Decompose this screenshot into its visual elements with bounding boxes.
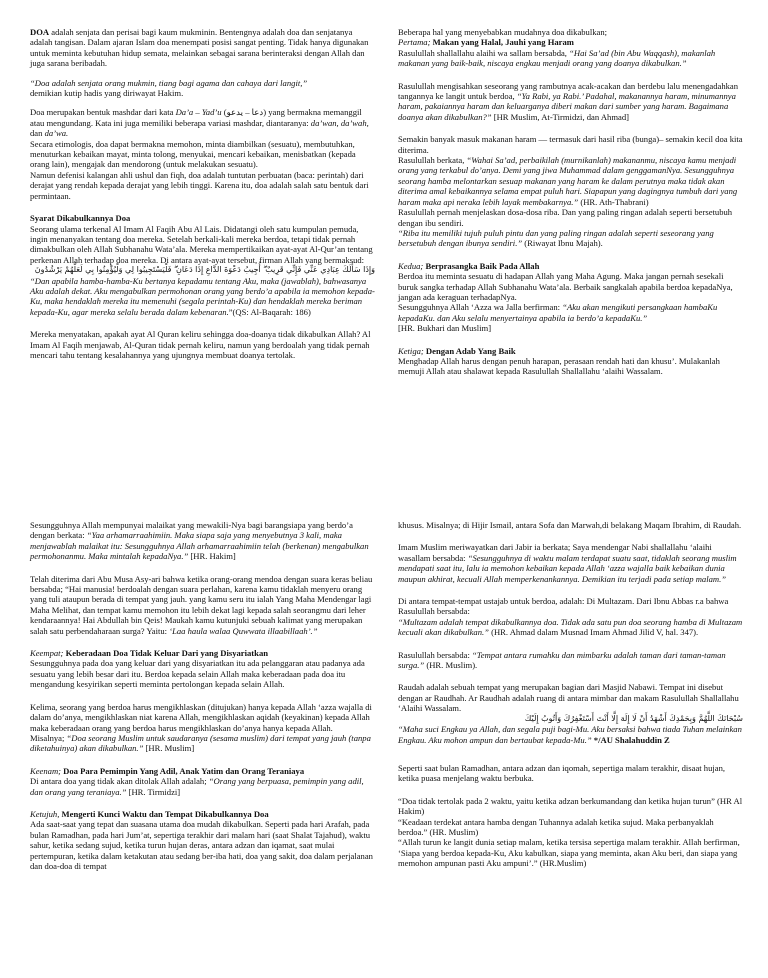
point-2-quote: “Aku akan mengikuti persangkaan hambaKu kepadaKu. dan Aku selalu menyertainya apabila ia berdo’a kepadaKu.” xyxy=(398,302,718,323)
point-1-story xyxy=(398,81,743,123)
point-1-text: Rasulullah shallallahu alaihi wa sallam bersabda, xyxy=(398,47,570,58)
point-3-heading xyxy=(398,346,743,356)
point-2-text: Sesungguhnya Allah ‘Azza wa Jalla berfirman: xyxy=(398,302,563,313)
taman-source: (HR. Muslim). xyxy=(424,660,478,671)
section-title-syarat xyxy=(30,213,375,223)
hadith-hakim: “Doa tidak tertolak pada 2 waktu, yaitu ketika adzan berkumandang dan ketika hujan turun” (HR Al Hakim) xyxy=(398,795,743,817)
riba-quote-2: “Riba itu memiliki tujuh puluh pintu dan yang paling ringan adalah seperti seseorang yang bersetubuh dengan ibunya sendiri.” xyxy=(398,227,714,249)
hakim-quote-text: “Doa adalah senjata orang mukmin, tiang bagi agama dan cahaya dari langit,” xyxy=(30,77,308,88)
point-2-source: [HR. Bukhari dan Muslim] xyxy=(398,323,492,334)
riba-explain: Rasulullah pernah menjelaskan dosa-dosa riba. Dan yang paling ringan adalah seperti bersetubuh dengan ibu sendiri. xyxy=(398,207,733,228)
ikhlas-paragraph: Kelima, seorang yang berdoa harus mengikhlaskan (ditujukan) hanya kepada Allah ‘azza wajalla di dalam do’anya, mengikhlaskan niat karena Allah, mengikhlaskan aqidah (keyakinan) kepada Allah maka keberadaan orang yang berdoa harus mengikhlaskan do’anya hanya kepada Allah. xyxy=(30,701,372,733)
point-7-heading xyxy=(30,809,375,819)
point-2-label: Kedua; xyxy=(398,260,424,271)
raudah-translation xyxy=(398,724,743,745)
hakim-quote xyxy=(30,78,375,88)
point-2-body: Berdoa itu meminta sesuatu di hadapan Allah yang Maha Agung. Maka jangan pernah sesekali buruk sangka terhadap Allah Subhanahu Wata’ala. Berbaik sangkalah apabila berdoa kepadaNya, jangan ada keraguan terhadapNya. xyxy=(398,271,733,302)
intro-text: adalah senjata dan perisai bagi kaum mukminin. Bentengnya adalah doa dan senjatanya adalah tangisan. Dalam ajaran Islam doa menempati posisi sangat penting. Tidak hanya digunakan untuk meminta kebutuhan hidup semata, melainkan sebagai sarana berinteraksi dengan Allah dan juga sarana beribadah. xyxy=(30,27,369,69)
taman-quote: “Tempat antara rumahku dan mimbarku adalah taman dari taman-taman surga.” xyxy=(398,649,726,671)
verse-source: ”(QS: Al-Baqarah: 186) xyxy=(228,306,311,317)
riba-hadith xyxy=(398,155,743,207)
top-right-column xyxy=(398,27,743,386)
point-1-heading xyxy=(398,37,743,47)
riba-text: Rasulullah berkata, xyxy=(398,155,467,166)
def-italic: Da’a – Yad’u xyxy=(175,107,222,118)
hadith-sujud: “Keadaan terdekat antara hamba dengan Tuhannya adalah ketika sujud. Maka perbanyaklah berdoa.” (HR. Muslim) xyxy=(398,816,714,837)
def-text-b: (دعا – يدعو) yang bermakna memanggil atau mengundang. Kata ini juga memiliki beberapa variasi mashdar, diantaranya: xyxy=(30,107,362,128)
raudah-arabic: سُبْحَانَكَ اللَّهُمَّ وَبِحَمْدِكَ أَشْهَدُ أَنْ لَا إِلَهَ إِلَّا أَنْتَ أَسْتَغْفِرُكَ وَأَتُوبُ إِلَيْكَ xyxy=(524,713,743,723)
def-variant-2: da’wa. xyxy=(44,128,69,139)
point-1-body xyxy=(398,48,743,69)
hadith-sepertiga-malam: “Allah turun ke langit dunia setiap malam, ketika tersisa sepertiga malam terakhir. Allah berfirman, ‘Siapa yang berdoa kepada-Ku, Aku kabulkan, siapa yang meminta, akan Aku beri, dan siapa yang memohon ampunan pasti Aku ampuni’.” (HR.Muslim) xyxy=(398,837,740,869)
author-credit: */AU Shalahuddin Z xyxy=(591,734,670,745)
point-1-label: Pertama; xyxy=(398,37,431,48)
taman-text: Rasulullah bersabda: xyxy=(398,649,472,660)
malaikat-text: Sesungguhnya Allah mempunyai malaikat yang mewakili-Nya bagi barangsiapa yang berdo’a dengan berkata: xyxy=(30,520,353,541)
point-3-label: Ketiga; xyxy=(398,345,424,356)
point-6-heading xyxy=(30,766,375,776)
syarat-body: Seorang ulama terkenal Al Imam Al Faqih Abu Al Lais. Didatangi oleh satu kumpulan pemuda, ingin menanyakan tentang doa mereka. Setelah berkali-kali mereka berdoa, tetapi tidak pernah dimakbulkan oleh Allah Subhanahu Wata’ala. Mereka mempertikaikan ayat-ayat Al-Qur’an tentang perkenan Allah terhadap doa mereka. Di antara ayat-ayat tersebut, firman Allah yang bermaksud: xyxy=(30,223,373,265)
riba-intro: Semakin banyak masuk makanan haram — termasuk dari hasil riba (bunga)– semakin kecil doa kita diterima. xyxy=(398,134,743,155)
arabic-verse: وَإِذَا سَأَلَكَ عِبَادِي عَنِّي فَإِنِّي قَرِيبٌ ۖ أُجِيبُ دَعْوَةَ الدَّاعِ إِذَا دَعَانِ ۖ فَلْيَسْتَجِيبُوا لِي وَلْيُؤْمِنُوا بِي لَعَلَّهُمْ يَرْشُدُونَ xyxy=(34,265,375,275)
malaikat-paragraph xyxy=(30,520,375,562)
fiqh-definition: Namun defenisi kalangan ahli ushul dan fiqh, doa adalah tuntutan perbuatan (baca: perintah) dari derajat yang rendah kepada derajat yang lebih tinggi. Karena itu, doa adalah salah satu bentuk dari permintaan. xyxy=(30,169,369,201)
def-and: dan xyxy=(30,128,45,139)
abu-musa-quote: ‘Laa haula walaa Quwwata illaabillaah’.” xyxy=(169,625,318,636)
intro-paragraph xyxy=(30,27,375,69)
raudah-translation-text: “Maha suci Engkau ya Allah, dan segala puji bagi-Mu. Aku bersaksi bahwa tiada Tuhan melainkan Engkau. Aku mohon ampun dan bertaubat kepada-Mu.” xyxy=(398,724,742,745)
malaikat-quote: “Yaa arhamarraahimiin. Maka siapa saja yang menyebutnya 3 kali, maka menjawablah malaikat itu: Sesungguhnya Allah arhamarraahimiin telah (berkenan) mengabulkan permohonanmu. Maka mintalah kepadaNya.” xyxy=(30,530,369,562)
abu-musa-text: Telah diterima dari Abu Musa Asy-ari bahwa ketika orang-orang mendoa dengan suara keras beliau bersabda; “Hai manusia! berdoalah dengan suara perlahan, karena kamu tidaklah menyeru orang yang tuli ataupun berada di tempat yang jauh. yang kamu seru itu ialah Yang Maha Mendengar lagi Maha Melihat, dan tempat kamu memohon itu lebih dekat lagi kepada salah seorangmu dari leher kendaraannya! Hai Abdullah bin Qeis! Maukah kamu kutunjuki sebuah kalimat yang merupakan salah satu perbendaharaan surga? Yaitu: xyxy=(30,573,373,636)
syarat-title: Syarat Dikabulkannya Doa xyxy=(30,213,131,224)
multazam-quote: “Multazam adalah tempat dikabulkannya doa. Tidak ada satu pun doa seorang hamba di Multazam kecuali akan dikabulkan.” xyxy=(398,616,743,638)
hakim-source: demikian kutip hadis yang diriwayat Hakim. xyxy=(30,88,184,99)
etymology-paragraph: Secara etimologis, doa dapat bermakna memohon, minta diambilkan (sesuatu), membutuhkan, menuturkan kebaikan mayat, minta tolong, menyukai, mencari kebaikan, menisbatkan (kepada orang lain), mengajak dan mendorong (untuk melakukan sesuatu). xyxy=(30,138,356,170)
ramadhan-paragraph: Seperti saat bulan Ramadhan, antara adzan dan iqomah, sepertiga malam terakhir, disaat hujan, ketika puasa menjelang waktu berbuka. xyxy=(398,762,726,784)
story-source: [HR Muslim, At-Tirmidzi, dan Ahmad] xyxy=(491,111,629,122)
multazam-source: (HR. Ahmad dalam Musnad Imam Ahmad Jilid V, hal. 347). xyxy=(488,627,699,638)
point-6-title: Doa Para Pemimpin Yang Adil, Anak Yatim dan Orang Teraniaya xyxy=(61,765,305,776)
closing-paragraph: Mereka menyatakan, apakah ayat Al Quran keliru sehingga doa-doanya tidak dikabulkan Allah? Al Imam Al Faqih menjawab, Al-Quran tidak pernah keliru, namun yang berdoalah yang tidak pernah mencari tahu tentang kesalahannya yang ujungnya membuat doanya tertolak. xyxy=(30,329,371,360)
raudah-paragraph: Raudah adalah sebuah tempat yang merupakan bagian dari Masjid Nabawi. Tempat ini disebut dengan ar Raudhah. Ar Raudhah adalah ruang di antara mimbar dan makam Rasulullah Shallallahu ‘Alaihi Wassalam. xyxy=(398,682,739,714)
point-1-title: Makan yang Halal, Jauhi yang Haram xyxy=(430,37,574,48)
verse-translation-text: “Dan apabila hamba-hamba-Ku bertanya kepadamu tentang Aku, maka (jawablah), bahwasanya Aku adalah dekat. Aku mengabulkan permohonan orang yang berdo’a apabila ia memohon kepada-Ku, maka hendaklah mereka itu memenuhi (segala perintah-Ku) dan hendaklah mereka beriman kepada-Ku, agar mereka selalu berada dalam kebenaran. xyxy=(30,275,375,317)
jabir-paragraph xyxy=(398,542,743,584)
point-4-label: Keempat; xyxy=(30,648,64,659)
point-6-quote: “Orang yang berpuasa, pemimpin yang adil, dan orang yang teraniaya.” xyxy=(30,776,364,797)
point-6-source: [HR. Tirmidzi] xyxy=(126,786,181,797)
riba-quote: “Wahai Sa’ad, perbaikilah (murnikanlah) makananmu, niscaya kamu menjadi orang yang terkabul do’anya. Demi yang jiwa Muhammad dalam genggamanNya. Sesungguhnya seorang hamba melontarkan sesuap makanan yang haram ke dalam perutnya maka tidak akan diterima amal kebaikannya selama empat puluh hari. Siapapun yang dagingnya tumbuh dari yang haram maka api neraka lebih layak membakarnya.” xyxy=(398,155,738,207)
ikhlas-source: [HR. Muslim] xyxy=(143,743,195,754)
point-6-text: Di antara doa yang tidak akan ditolak Allah adalah; xyxy=(30,776,209,787)
riba-source: (HR. Ath-Thabrani) xyxy=(578,196,649,207)
lead-paragraph: Beberapa hal yang menyebabkan mudahnya doa dikabulkan; xyxy=(398,27,608,37)
verse-translation xyxy=(30,276,375,318)
point-4-body: Sesungguhnya pada doa yang keluar dari yang disyariatkan itu ada pelanggaran atau padanya ada sesuatu yang lebih besar dari itu. Berdoa kepada selain Allah maka keberadaan pada doa itu mengandung kesyirikan seperti meminta pertolongan kepada selain Allah. xyxy=(30,658,365,690)
taman-paragraph xyxy=(398,650,743,671)
def-text-a: Doa merupakan bentuk mashdar dari kata xyxy=(30,107,176,118)
bottom-right-column xyxy=(398,520,743,878)
point-7-body: Ada saat-saat yang tepat dan suasana utama doa mudah dikabulkan. Seperti pada hari Arafah, pada bulan Ramadhan, pada hari Jum’at, sepertiga terakhir dari malam hari (saat Shalat Tajahud), waktu sahur, ketika sedang sujud, ketika turun hujan deras, antara adzan dan iqamat, saat mulai pertempuran, ketika dalam ketakutan atau sedang ber-iba hati, doa yang sakit, doa dalam perjalanan dan doa-doa di tempat xyxy=(30,819,373,871)
riba-hadith-2 xyxy=(398,228,743,249)
story-quote: “Ya Rabi, ya Rabi.’ Padahal, makanannya haram, minumannya haram, pakaiannya haram dan keluarganya diberi makan dari sumber yang haram. Bagaimana doanya akan dikabulkan?” xyxy=(398,91,736,122)
definition-paragraph xyxy=(30,107,375,138)
jabir-quote: “Sesungguhnya di waktu malam terdapat suatu saat, tidaklah seorang muslim mendapati saat itu, lalu ia memohon kebaikan kepada Allah ‘azza wajalla baik kebaikan dunia maupun akhirat, kecuali Allah memperkenankannya. Demikian itu terjadi pada setiap malam.” xyxy=(398,552,737,584)
point-6-label: Keenam; xyxy=(30,765,62,776)
story-text: Rasulullah mengisahkan seseorang yang rambutnya acak-acakan dan berdebu lalu menengadahkan tangannya ke langit untuk berdoa, xyxy=(398,80,739,102)
point-4-heading xyxy=(30,648,375,658)
point-3-body: Menghadap Allah harus dengan penuh harapan, perasaan rendah hati dan khusu’. Mulakanlah memuji Allah atau shalawat kepada Rasulullah Shallallahu ‘alaihi Wassalam. xyxy=(398,355,720,377)
point-2-heading xyxy=(398,261,743,271)
point-7-label: Ketujuh, xyxy=(30,808,60,819)
point-3-title: Dengan Adab Yang Baik xyxy=(423,345,516,356)
bottom-left-column xyxy=(30,520,375,880)
intro-bold: DOA xyxy=(30,27,50,37)
abu-musa-paragraph xyxy=(30,574,375,636)
jabir-text: Imam Muslim meriwayatkan dari Jabir ia berkata; Saya mendengar Nabi shallallahu ‘alaihi wasallam bersabda: xyxy=(398,542,712,563)
malaikat-source: [HR. Hakim] xyxy=(188,551,236,562)
khusus-paragraph: khusus. Misalnya; di Hijir Ismail, antara Sofa dan Marwah,di belakang Maqam Ibrahim, di Raudah. xyxy=(398,520,742,530)
multazam-paragraph: Di antara tempat-tempat ustajab untuk berdoa, adalah: Di Multazam. Dari Ibnu Abbas r.a bahwa Rasulullah bersabda: xyxy=(398,596,729,617)
multazam-hadith xyxy=(398,617,743,638)
point-2-hadith xyxy=(398,302,743,323)
def-variant: da’wan, da’wah, xyxy=(310,117,369,128)
point-4-title: Keberadaan Doa Tidak Keluar Dari yang Disyariatkan xyxy=(63,648,269,659)
point-1-quote: “Hai Sa’ad (bin Abu Waqqash), makanlah makanan yang baik-baik, niscaya engkau menjadi orang yang doanya dikabulkan.” xyxy=(398,47,716,69)
ikhlas-example xyxy=(30,733,375,754)
riba-source-2: (Riwayat Ibnu Majah). xyxy=(522,238,603,249)
point-7-title: Mengerti Kunci Waktu dan Tempat Dikabulkannya Doa xyxy=(59,808,269,819)
point-6-body xyxy=(30,776,375,797)
top-left-column xyxy=(30,27,375,369)
point-2-title: Berprasangka Baik Pada Allah xyxy=(423,260,540,271)
ikhlas-text: Misalnya; xyxy=(30,732,67,743)
ikhlas-quote: “Doa seorang Muslim untuk saudaranya (sesama muslim) dari tempat yang jauh (tanpa diketahuinya) akan dikabulkan.” xyxy=(30,732,371,754)
